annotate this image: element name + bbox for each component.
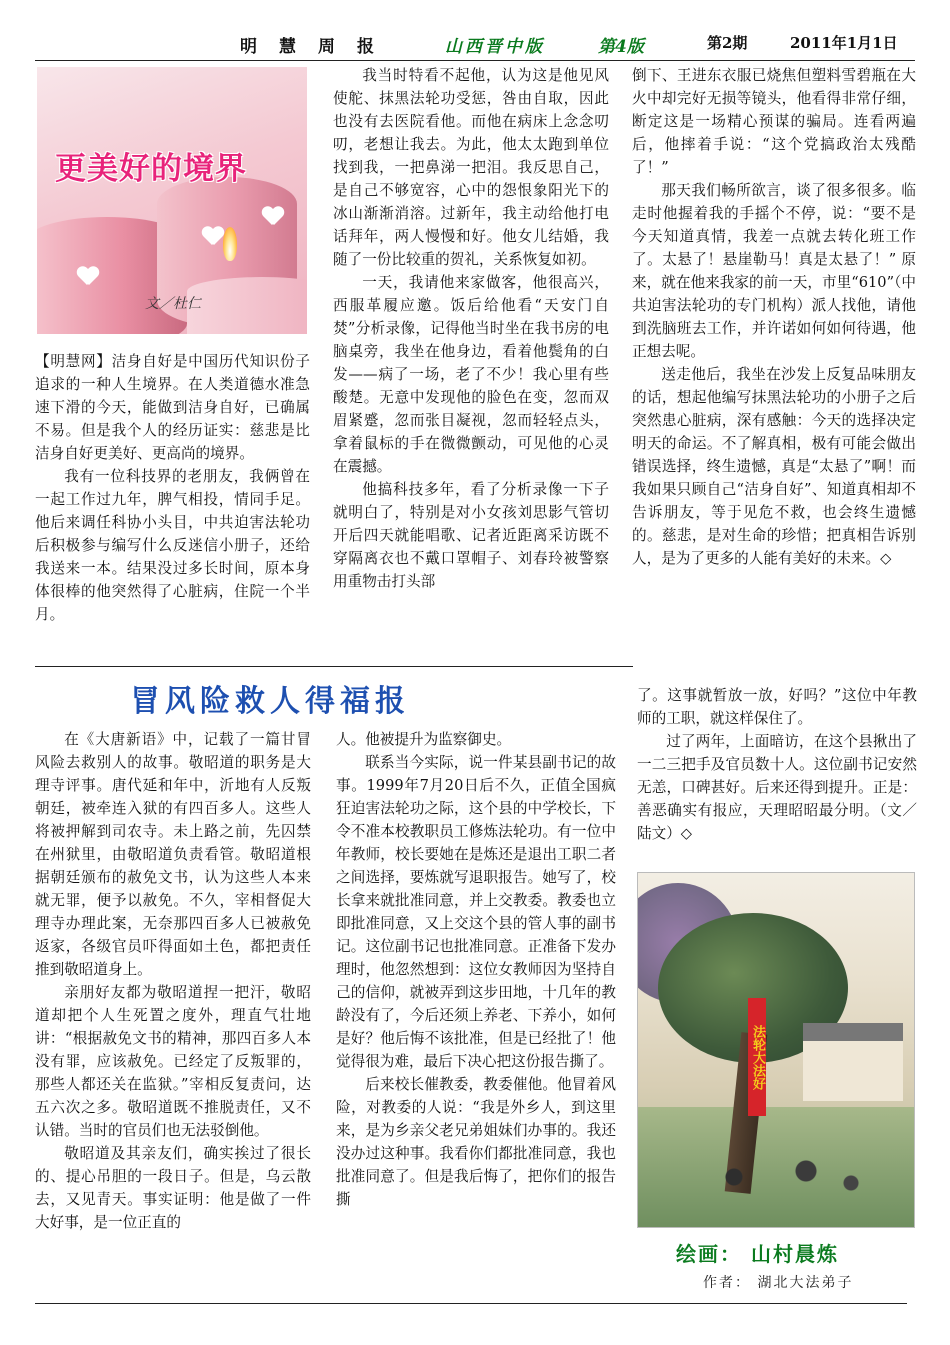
painting-banner: 法轮大法好: [748, 998, 766, 1116]
article1-column-1: [35, 350, 310, 626]
painting-house: [803, 1023, 903, 1101]
article1-column-2: [333, 64, 609, 593]
painting-people: [698, 1147, 878, 1207]
page-header: [35, 32, 917, 58]
painting-caption: 绘画： 山村晨炼: [676, 1242, 839, 1266]
paragraph: 倒下、王进东衣服已烧焦但塑料雪碧瓶在大火中却完好无损等镜头，他看得非常仔细，断定这是一场精心预谋的骗局。连看两遍后，他摔着手说：“这个党搞政治太残酷了！”: [632, 67, 916, 176]
paragraph: 他搞科技多年，看了分析录像一下子就明白了，特别是对小女孩刘思影气管切开后四天就能唱歌、记者近距离采访既不穿隔离衣也不戴口罩帽子、刘春玲被警察用重物击打头部: [333, 481, 609, 590]
painting-image: [637, 872, 915, 1228]
paragraph: 【明慧网】洁身自好是中国历代知识份子追求的一种人生境界。在人类道德水准急速下滑的今天，能做到洁身自好，已确属不易。但是我个人的经历证实：慈悲是比洁身自好更美好、更高尚的境界。: [35, 353, 310, 462]
paragraph: 敬昭道及其亲友们，确实挨过了很长的、提心吊胆的一段日子。但是，乌云散去，又见青天。事实证明：他是做了一件大好事，是一位正直的: [35, 1145, 311, 1231]
paragraph: 送走他后，我坐在沙发上反复品味朋友的话，想起他编写抹黑法轮功的小册子之后突然患心脏病，深有感触：今天的选择决定明天的命运。不了解真相，极有可能会做出错误选择，终生遗憾，真是“太悬了”啊！而我如果只顾自己“洁身自好”、知道真相却不告诉朋友，等于见危不救，也会终生遗憾的。慈悲，是对生命的珍惜；把真相告诉别人，是为了更多的人能有美好的未来。◇: [632, 366, 916, 567]
flame-icon: [223, 227, 237, 261]
footer-rule: [35, 1303, 907, 1304]
paragraph: 我有一位科技界的老朋友，我俩曾在一起工作过九年，脾气相投，情同手足。他后来调任科协小头目，中共迫害法轮功后积极参与编写什么反迷信小册子，还给我送来一本。结果没过多长时间，原本身体很棒的他突然得了心脏病，住院一个半月。: [35, 468, 310, 623]
article2-column-2: [336, 728, 616, 1211]
paragraph: 在《大唐新语》中，记载了一篇甘冒风险去救别人的故事。敬昭道的职务是大理寺评事。唐代延和年中，沂地有人反叛朝廷，被牵连入狱的有四百多人。这些人将被押解到司农寺。未上路之前，先囚禁在州狱里，由敬昭道负责看管。敬昭道根据朝廷颁布的赦免文书，认为这些人本来就无罪，便予以赦免。不久，宰相督促大理寺办理此案，无奈那四百多人已被赦免返家，各级官员吓得面如土色，都把责任推到敬昭道身上。: [35, 731, 311, 978]
article-author: 文／杜仁: [145, 296, 201, 312]
issue-number: 第2期: [707, 34, 748, 52]
paragraph: 过了两年，上面暗访，在这个县揪出了一二三把手及官员数十人。这位副书记安然无恙，口碑甚好。后来还得到提升。正是：善恶确实有报应，天理昭昭最分明。（文／陆文）◇: [637, 733, 917, 842]
article-title: 更美好的境界: [55, 151, 247, 187]
paragraph: 联系当今实际，说一件某县副书记的故事。1999年7月20日后不久，正值全国疯狂迫害法轮功之际，这个县的中学校长，下令不准本校教职员工修炼法轮功。有一位中年教师，校长要她在是炼还是退出工职二者之间选择，要炼就写退职报告。她写了，校长拿来就批准同意，并上交教委。教委也立即批准同意，又上交这个县的管人事的副书记。这位副书记也批准同意。正准备下发办理时，他忽然想到：这位女教师因为坚持自己的信仰，就被弄到这步田地，十几年的教龄没有了，今后还须上养老、下养小，如何是好？他后悔不该批准，但是已经批了！他觉得很为难，最后下决心把这份报告撕了。: [336, 754, 616, 1070]
candle-photo: [37, 67, 307, 334]
heart-icon: [202, 227, 224, 247]
heart-icon: [77, 267, 99, 287]
paragraph: 亲朋好友都为敬昭道捏一把汗，敬昭道却把个人生死置之度外，理直气壮地讲：“根据赦免文书的精神，那四百多人本没有罪，应该赦免。已经定了反叛罪的，那些人都还关在监狱。”宰相反复责问，达五六次之多。敬昭道既不推脱责任，又不认错。当时的官员们也无法驳倒他。: [35, 984, 311, 1139]
header-rule: [35, 60, 915, 61]
article1-column-3: [632, 64, 916, 570]
page-number: 第4版: [598, 37, 644, 57]
article2-column-3: [637, 684, 917, 845]
section-rule: [35, 666, 633, 667]
masthead: 明慧周报: [240, 37, 396, 57]
paragraph: 后来校长催教委，教委催他。他冒着风险，对教委的人说：“我是外乡人，到这里来，是为乡亲父老兄弟姐妹们办事的。我还没办过这种事。我看你们都批准同意，我也批准同意了。但是我后悔了，把你们的报告撕: [336, 1076, 616, 1208]
paragraph: 那天我们畅所欲言，谈了很多很多。临走时他握着我的手摇个不停，说：“要不是今天知道真情，我差一点就去转化班工作了。太悬了！悬崖勒马！真是太悬了！” 原来，就在他来我家的前一天，市里“610”（中共迫害法轮功的专门机构）派人找他，请他到洗脑班去工作，并许诺如何如何待遇，他正想去呢。: [632, 182, 916, 360]
article2-column-1: [35, 728, 311, 1234]
issue-date: 2011年1月1日: [790, 34, 898, 52]
edition-label: 山西晋中版: [445, 37, 545, 57]
heart-icon: [262, 207, 284, 227]
article2-headline: 冒风险救人得福报: [130, 684, 410, 719]
paragraph: 了。这事就暂放一放，好吗？”这位中年教师的工职，就这样保住了。: [637, 687, 917, 727]
paragraph: 一天，我请他来家做客，他很高兴，西服革履应邀。饭后给他看“天安门自焚”分析录像，记得他当时坐在我书房的电脑桌旁，我坐在他身边，看着他鬓角的白发——病了一场，老了不少！我心里有些酸楚。无意中发现他的脸色在变，忽而双眉紧蹙，忽而张目凝视，忽而轻轻点头，拿着鼠标的手在微微颤动，可见他的心灵在震撼。: [333, 274, 609, 475]
candle-shape: [187, 277, 307, 334]
painting-artist: 作者： 湖北大法弟子: [703, 1275, 854, 1291]
paragraph: 人。他被提升为监察御史。: [336, 731, 512, 748]
paragraph: 我当时特看不起他，认为这是他见风使舵、抹黑法轮功受惩，咎由自取，因此也没有去医院看他。而他在病床上念念叨叨，老想让我去。为此，他太太跑到单位找到我，一把鼻涕一把泪。我反思自己，是自己不够宽容，心中的怨恨象阳光下的冰山渐渐消溶。过新年，我主动给他打电话拜年，两人慢慢和好。他女儿结婚，我随了一份比较重的贺礼，关系恢复如初。: [333, 67, 609, 268]
